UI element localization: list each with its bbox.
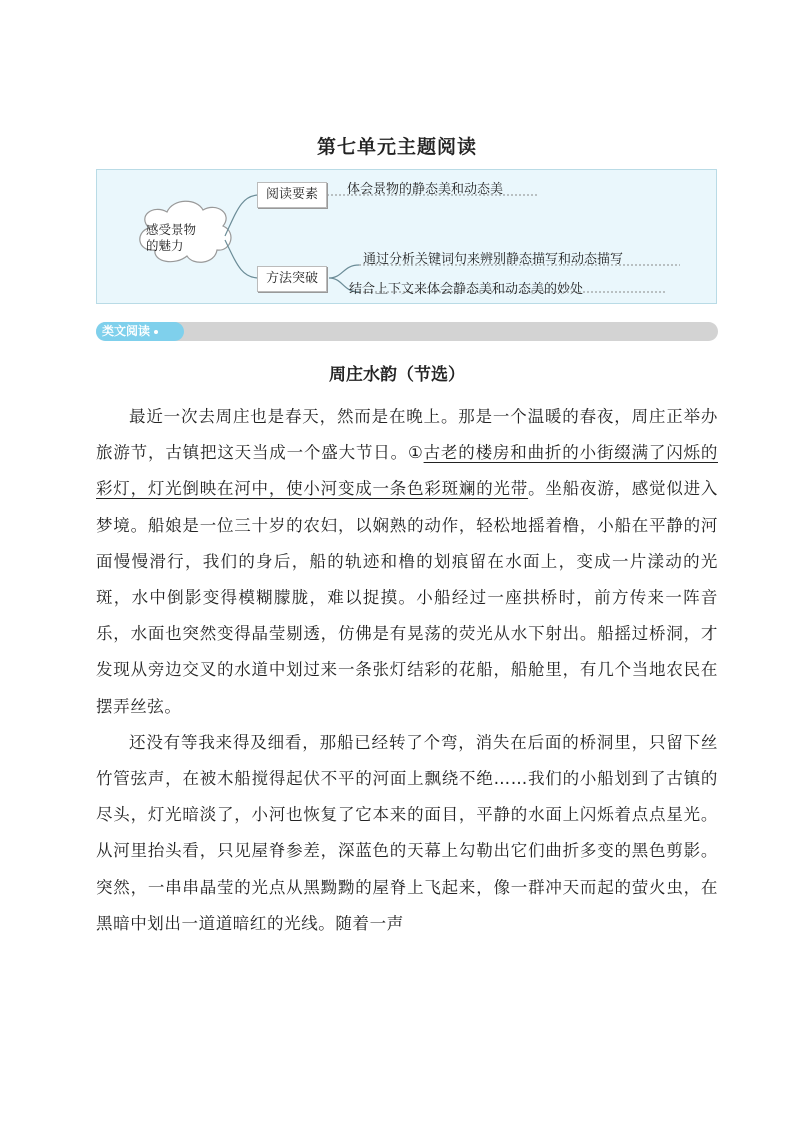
section-label-text: 类文阅读 — [102, 324, 151, 338]
leaf-method-1: 通过分析关键词句来辨别静态描写和动态描写 — [363, 252, 624, 267]
center-label: 感受景物的魅力 — [146, 222, 197, 253]
paragraph-1 — [96, 399, 718, 725]
branch-line-bottom — [225, 240, 259, 278]
page-title: 第七单元主题阅读 — [316, 136, 477, 158]
leaf-method-2: 结合上下文来体会静态美和动态美的妙处 — [349, 282, 584, 297]
mind-map — [96, 169, 717, 304]
underlined-sentence: 古老的楼房和曲折的小街缀满了闪烁的彩灯，灯光倒映在河中，使小河变成一条色彩斑斓的光带 — [96, 443, 718, 499]
p1-text-a: 最近一次去周庄也是春天，然而是在晚上。那是一个温暖的春夜，周庄正举办旅游节，古镇把这天当成一个盛大节日。 — [96, 407, 718, 463]
section-label — [96, 322, 184, 341]
branch-line-top — [225, 195, 259, 236]
p1-text-b: 。坐船夜游，感觉似进入梦境。船娘是一位三十岁的农妇，以娴熟的动作，轻松地摇着橹，小船在平静的河面慢慢滑行，我们的身后，船的轨迹和橹的划痕留在水面上，变成一片漾动的光斑，水中倒影变得模糊朦胧，难以捉摸。小船经过一座拱桥时，前方传来一阵音乐，水面也突然变得晶莹剔透，仿佛是有晃荡的荧光从水下射出。船摇过桥洞，才发现从旁边交叉的水道中划过来一条张灯结彩的花船，船舱里，有几个当地农民在摆弄丝弦。 — [96, 479, 719, 716]
question-marker: ① — [407, 443, 424, 463]
article-body — [96, 399, 718, 942]
article-title: 周庄水韵（节选） — [329, 365, 465, 385]
section-bar — [96, 322, 718, 341]
leaf-reading-element-1: 体会景物的静态美和动态美 — [347, 182, 504, 197]
bullet-icon — [154, 330, 158, 334]
branch-reading-elements: 阅读要素 — [257, 182, 327, 208]
paragraph-2: 还没有等我来得及细看，那船已经转了个弯，消失在后面的桥洞里，只留下丝竹管弦声，在被木船搅得起伏不平的河面上飘绕不绝……我们的小船划到了古镇的尽头，灯光暗淡了，小河也恢复了它本来的面目，平静的水面上闪烁着点点星光。从河里抬头看，只见屋脊参差，深蓝色的天幕上勾勒出它们曲折多变的黑色剪影。突然，一串串晶莹的光点从黑黝黝的屋脊上飞起来，像一群冲天而起的萤火虫，在黑暗中划出一道道暗红的光线。随着一声 — [96, 732, 718, 933]
mind-map-center — [129, 216, 225, 260]
branch-method: 方法突破 — [257, 266, 327, 292]
